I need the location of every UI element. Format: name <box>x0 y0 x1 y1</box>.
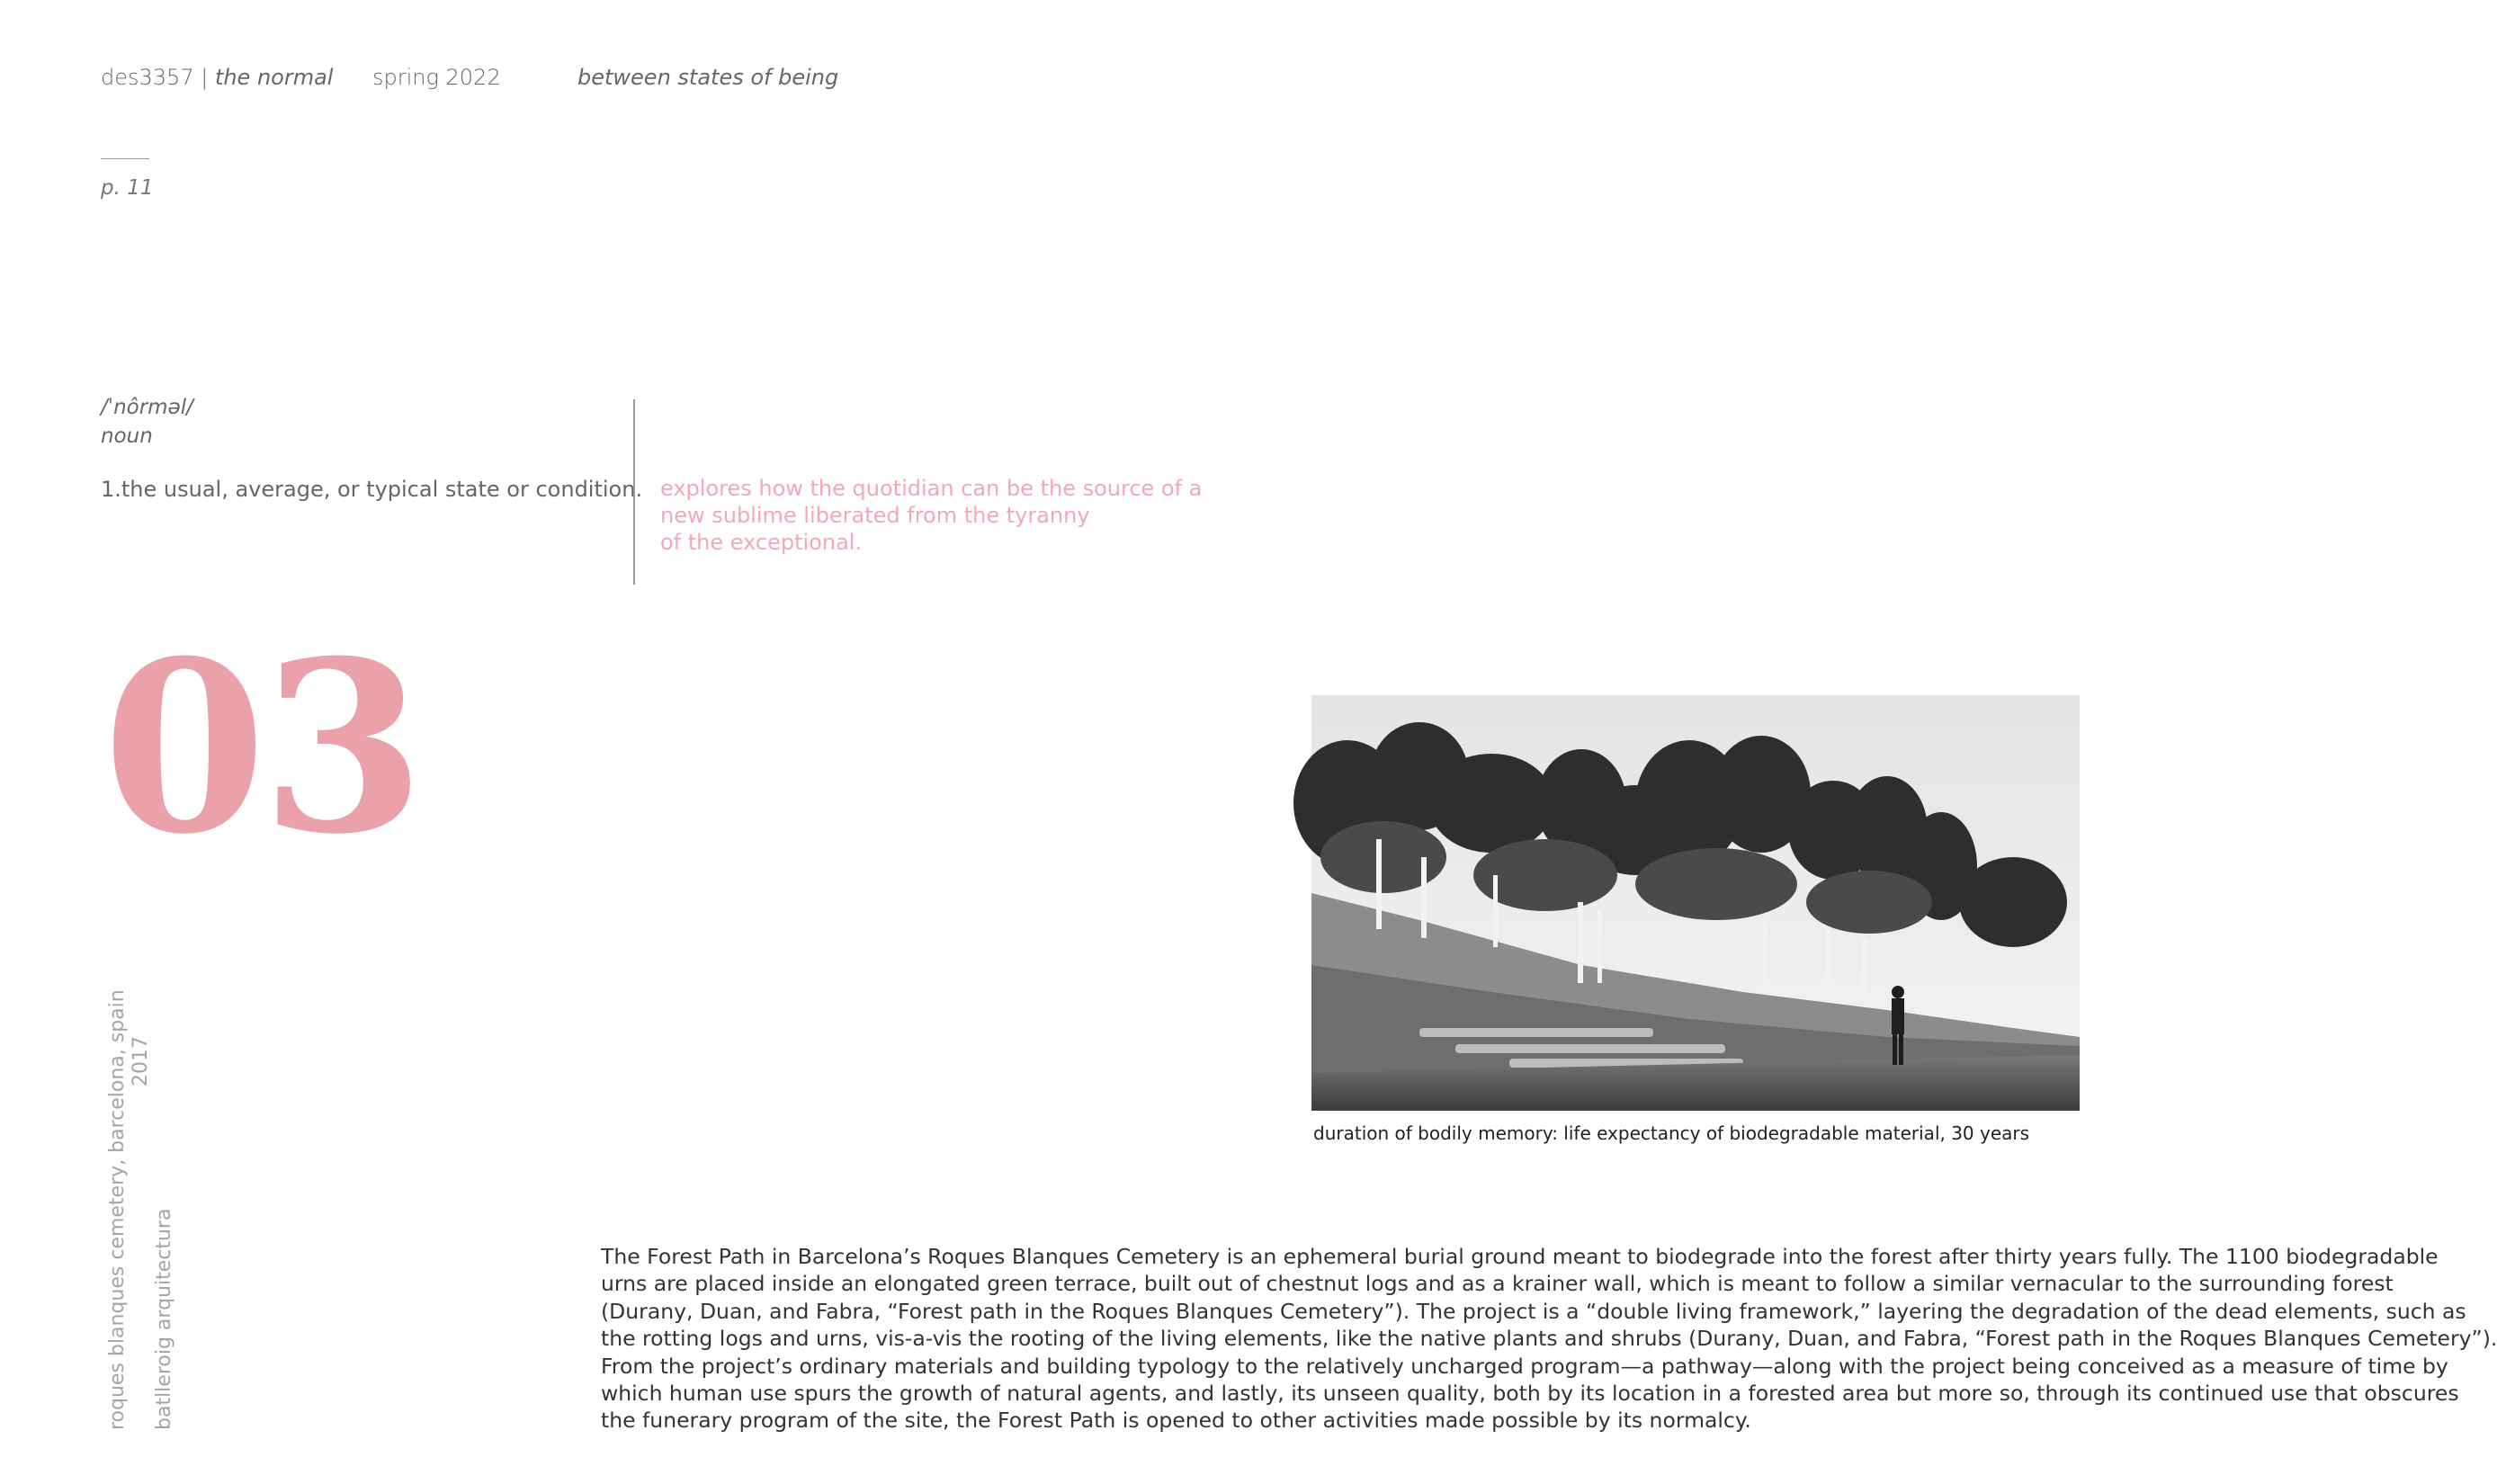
body-paragraph <box>601 1243 2497 1435</box>
part-of-speech: noun <box>101 425 153 448</box>
project-credits-vertical <box>106 989 176 1430</box>
project-architect: batlleroig arquitectura <box>153 1208 175 1430</box>
pronunciation: /ˈnôrməl/ <box>101 396 193 419</box>
body-line: urns are placed inside an elongated green terrace, built out of chestnut logs and as a krainer wall, which is meant to follow a similar vernacular to the surrounding forest <box>601 1271 2394 1297</box>
theme-label: between states of being <box>577 65 839 90</box>
vertical-divider <box>633 399 635 585</box>
term-label: spring 2022 <box>372 65 501 90</box>
body-line: (Durany, Duan, and Fabra, “Forest path in the Roques Blanques Cemetery”). The project is a “double living framework,” layering the degradation of the dead elements, such as <box>601 1298 2466 1324</box>
photo-caption: duration of bodily memory: life expectancy of biodegradable material, 30 years <box>1313 1122 2030 1144</box>
body-line: The Forest Path in Barcelona’s Roques Blanques Cemetery is an ephemeral burial ground meant to biodegrade into the forest after thirty years fully. The 1100 biodegradable <box>601 1244 2439 1269</box>
body-line: the funerary program of the site, the Forest Path is opened to other activities made possible by its normalcy. <box>601 1408 1751 1434</box>
course-title: the normal <box>214 65 334 90</box>
definition-text: 1.the usual, average, or typical state or condition. <box>101 477 643 502</box>
body-line: From the project’s ordinary materials and building typology to the relatively uncharged program—a pathway—along with the project being conceived as a measure of time by <box>601 1353 2448 1379</box>
page-number: p. 11 <box>101 176 154 200</box>
course-header <box>101 65 333 90</box>
project-year: 2017 <box>130 1036 152 1086</box>
statement-line: of the exceptional. <box>660 530 863 555</box>
body-line: the rotting logs and urns, vis-a-vis the rooting of the living elements, like the native plants and shrubs (Durany, Duan, and Fabra, “Forest path in the Roques Blanques Cemetery”). <box>601 1326 2497 1352</box>
forest-path-photo <box>1311 695 2080 1111</box>
page-number-rule <box>101 158 149 159</box>
section-number: 03 <box>103 609 420 886</box>
statement-line: new sublime liberated from the tyranny <box>660 503 1090 528</box>
course-code: des3357 | <box>101 65 215 90</box>
project-location: roques blanques cemetery, barcelona, spain <box>106 989 129 1430</box>
statement-line: explores how the quotidian can be the source of a <box>660 476 1203 501</box>
body-line: which human use spurs the growth of natural agents, and lastly, its unseen quality, both by its location in a forested area but more so, through its continued use that obscures <box>601 1381 2459 1407</box>
photo-image <box>1311 695 2080 1111</box>
project-statement <box>660 475 1203 556</box>
